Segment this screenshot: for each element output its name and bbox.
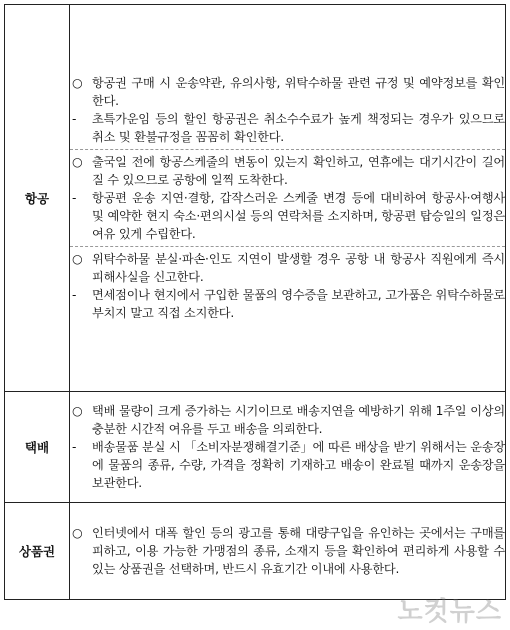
category-cell: 택배 bbox=[5, 392, 70, 503]
list-item bbox=[70, 153, 505, 189]
dash-marker: - bbox=[72, 440, 77, 454]
table-row-flight bbox=[5, 5, 506, 392]
list-item bbox=[70, 524, 505, 578]
list-item bbox=[70, 74, 505, 110]
dash-marker: - bbox=[72, 112, 77, 126]
category-cell: 상품권 bbox=[5, 503, 70, 600]
divider bbox=[70, 149, 505, 150]
list-item bbox=[70, 189, 505, 243]
item-text: 항공권 구매 시 운송약관, 유의사항, 위탁수하물 관련 규정 및 예약정보를 확인한다. bbox=[92, 76, 505, 108]
bullet-marker: ○ bbox=[72, 526, 83, 540]
table-row-parcel bbox=[5, 392, 506, 503]
bullet-marker: ○ bbox=[72, 404, 83, 418]
consumer-guide-table bbox=[4, 4, 506, 600]
content-cell bbox=[70, 392, 506, 503]
item-text: 택배 물량이 크게 증가하는 시기이므로 배송지연을 예방하기 위해 1주일 이상의 충분한 시간적 여유를 두고 배송을 의뢰한다. bbox=[92, 404, 505, 436]
bullet-marker: ○ bbox=[72, 252, 83, 266]
content-cell bbox=[70, 503, 506, 600]
dash-marker: - bbox=[72, 288, 77, 302]
list-item bbox=[70, 402, 505, 438]
item-text: 인터넷에서 대폭 할인 등의 광고를 통해 대량구입을 유인하는 곳에서는 구매를 피하고, 이용 가능한 가맹점의 종류, 소재지 등을 확인하여 편리하게 사용할 수 있는 상품권을 선택하며, 반드시 유효기간 이내에 사용한다. bbox=[92, 526, 505, 576]
item-text: 출국일 전에 항공스케줄의 변동이 있는지 확인하고, 연휴에는 대기시간이 길어질 수 있으므로 공항에 일찍 도착한다. bbox=[92, 155, 505, 187]
list-item bbox=[70, 110, 505, 146]
item-text: 항공편 운송 지연·결항, 갑작스러운 스케줄 변경 등에 대비하여 항공사·여행사 및 예약한 현지 숙소·편의시설 등의 연락처를 소지하며, 항공편 탑승일의 일정은 여유 있게 수립한다. bbox=[92, 191, 505, 241]
divider bbox=[70, 246, 505, 247]
table-row-voucher bbox=[5, 503, 506, 600]
list-item bbox=[70, 286, 505, 322]
list-item bbox=[70, 438, 505, 492]
category-cell: 항공 bbox=[5, 5, 70, 392]
item-text: 위탁수하물 분실·파손·인도 지연이 발생할 경우 공항 내 항공사 직원에게 즉시 피해사실을 신고한다. bbox=[92, 252, 505, 284]
list-item bbox=[70, 250, 505, 286]
item-text: 초특가운임 등의 할인 항공권은 취소수수료가 높게 책정되는 경우가 있으므로 취소 및 환불규정을 꼼꼼히 확인한다. bbox=[92, 112, 505, 144]
content-cell bbox=[70, 5, 506, 392]
watermark-logo: 노컷뉴스 bbox=[397, 597, 502, 627]
dash-marker: - bbox=[72, 191, 77, 205]
bullet-marker: ○ bbox=[72, 155, 83, 169]
bullet-marker: ○ bbox=[72, 76, 83, 90]
item-text: 면세점이나 현지에서 구입한 물품의 영수증을 보관하고, 고가품은 위탁수하물로 부치지 말고 직접 소지한다. bbox=[92, 288, 505, 320]
item-text: 배송물품 분실 시 「소비자분쟁해결기준」에 따른 배상을 받기 위해서는 운송장에 물품의 종류, 수량, 가격을 정확히 기재하고 배송이 완료될 때까지 운송장을 보관한다. bbox=[92, 440, 505, 490]
